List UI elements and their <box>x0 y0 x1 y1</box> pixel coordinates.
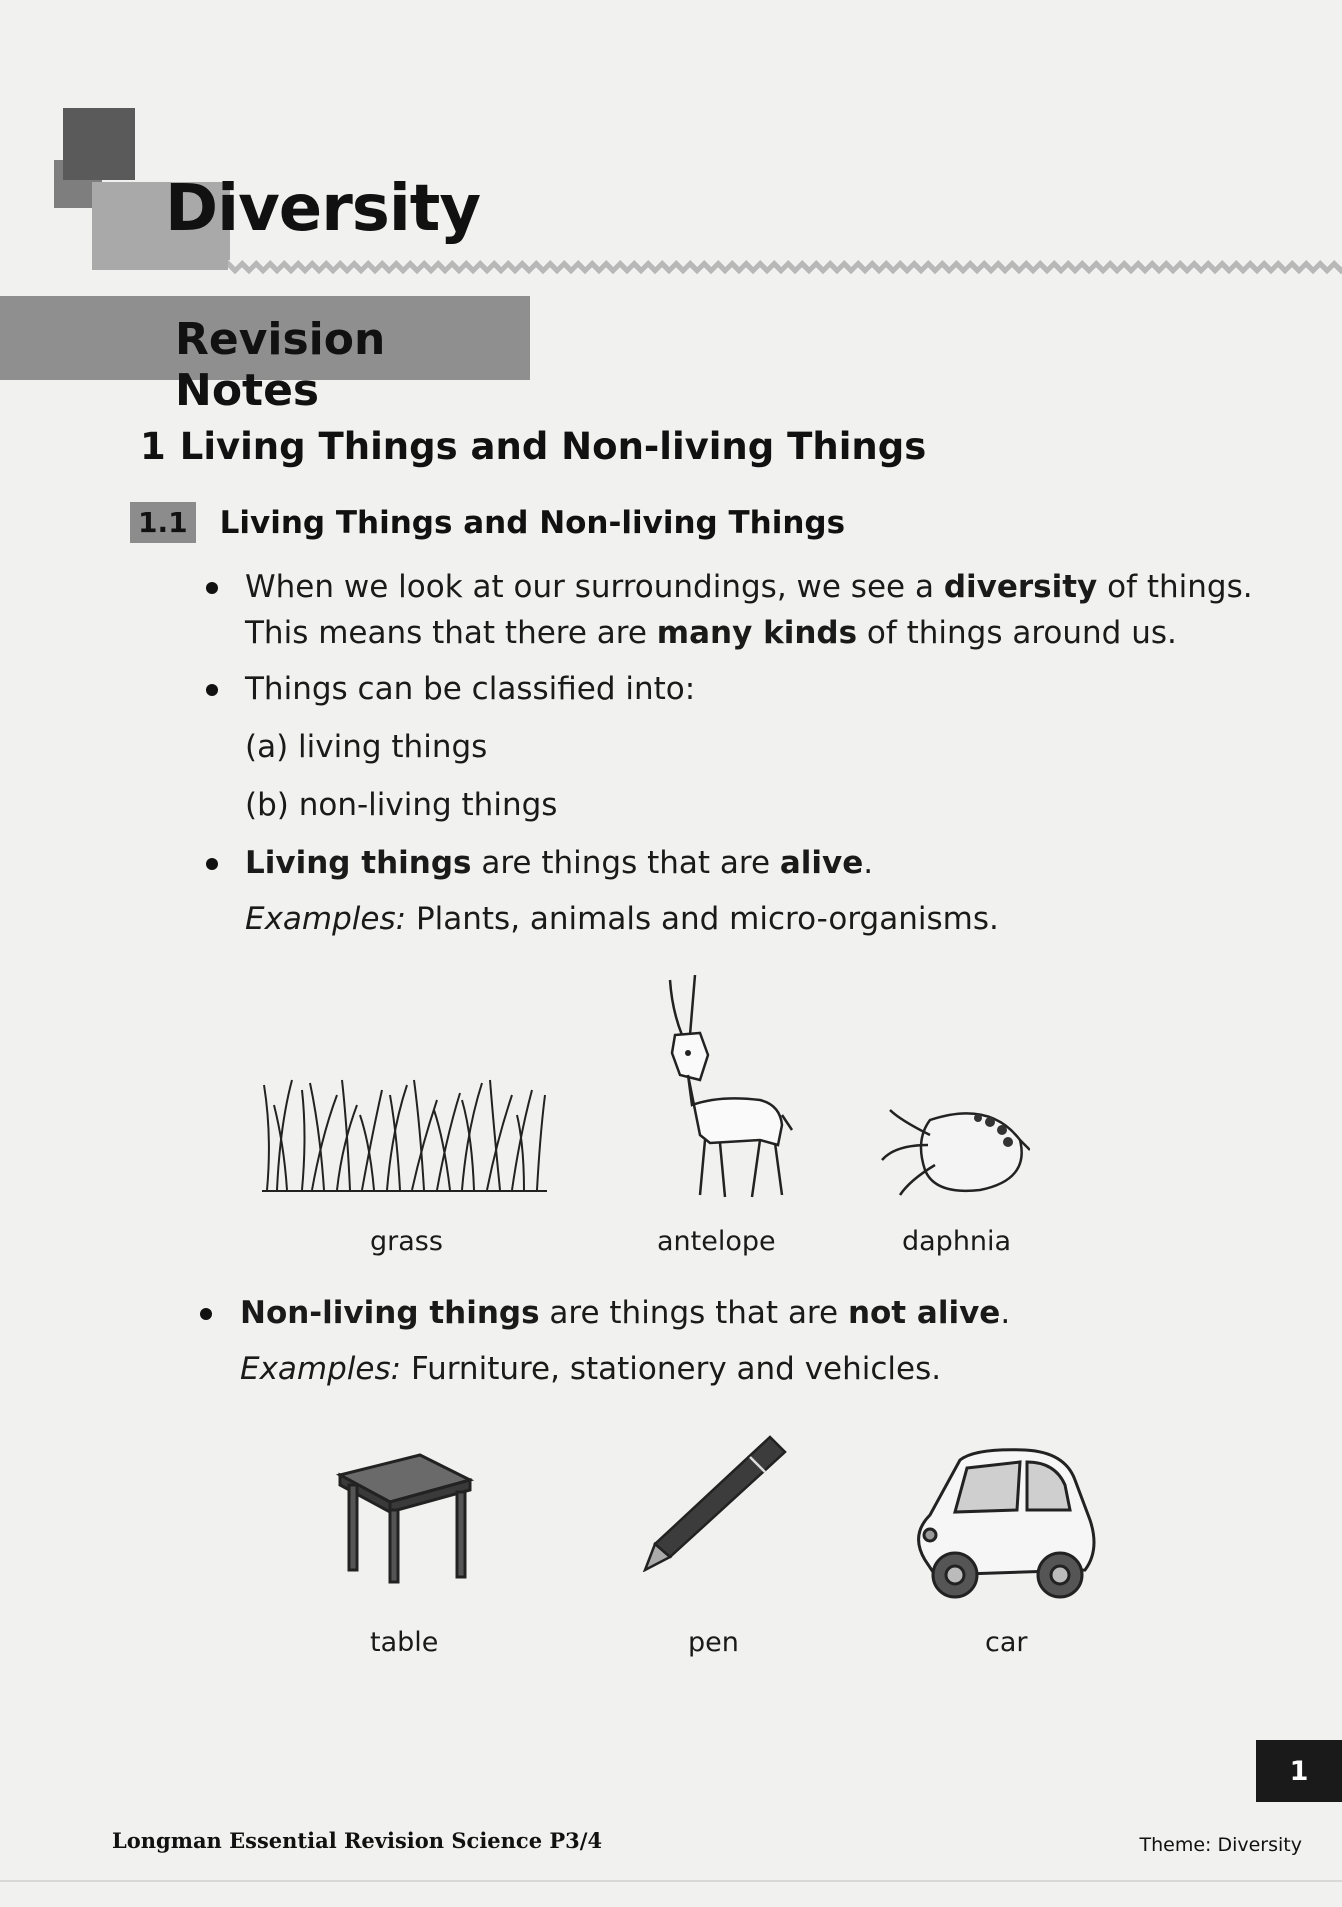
classification-a: (a) living things <box>245 729 488 765</box>
living-examples-text: Examples: Plants, animals and micro-organisms. <box>245 901 999 937</box>
theme-label: Theme: Diversity <box>1139 1834 1302 1856</box>
pen-caption: pen <box>688 1627 739 1658</box>
bullet-1-line-2: This means that there are many kinds of things around us. <box>245 615 1177 651</box>
nonliving-examples-text: Examples: Furniture, stationery and vehicles. <box>240 1351 942 1387</box>
car-caption: car <box>985 1627 1028 1658</box>
bullet-dot <box>206 858 218 870</box>
decorative-square <box>63 108 135 180</box>
table-caption: table <box>370 1627 439 1658</box>
antelope-caption: antelope <box>657 1226 776 1257</box>
bullet-dot <box>206 684 218 696</box>
daphnia-illustration <box>880 1100 1030 1200</box>
bullet-2-text: Things can be classified into: <box>245 671 696 707</box>
classification-b: (b) non-living things <box>245 787 558 823</box>
zigzag-divider <box>228 260 1342 274</box>
bullet-dot <box>206 582 218 594</box>
pen-illustration <box>640 1432 790 1572</box>
revision-notes-banner <box>0 296 530 416</box>
book-title: Longman Essential Revision Science P3/4 <box>112 1828 603 1853</box>
section-heading <box>140 425 926 468</box>
section-number: 1 <box>140 425 166 468</box>
subsection-heading <box>130 502 845 543</box>
grass-caption: grass <box>370 1226 443 1257</box>
bullet-dot <box>200 1308 212 1320</box>
section-heading-text: Living Things and Non-living Things <box>179 425 927 468</box>
chapter-title: Diversity <box>165 172 481 246</box>
subsection-heading-text: Living Things and Non-living Things <box>219 504 846 541</box>
bullet-1-line-1: When we look at our surroundings, we see a diversity of things. <box>245 569 1253 605</box>
car-illustration <box>905 1440 1100 1605</box>
footer-rule <box>0 1880 1342 1882</box>
grass-illustration <box>262 1075 547 1195</box>
antelope-illustration <box>630 975 800 1200</box>
page-number: 1 <box>1256 1740 1342 1802</box>
daphnia-caption: daphnia <box>902 1226 1012 1257</box>
revision-notes-label: Revision Notes <box>175 314 386 416</box>
bullet-4-text: Non-living things are things that are not alive. <box>240 1295 1011 1331</box>
bullet-3-text: Living things are things that are alive. <box>245 845 874 881</box>
subsection-number: 1.1 <box>130 502 196 543</box>
table-illustration <box>335 1450 475 1585</box>
